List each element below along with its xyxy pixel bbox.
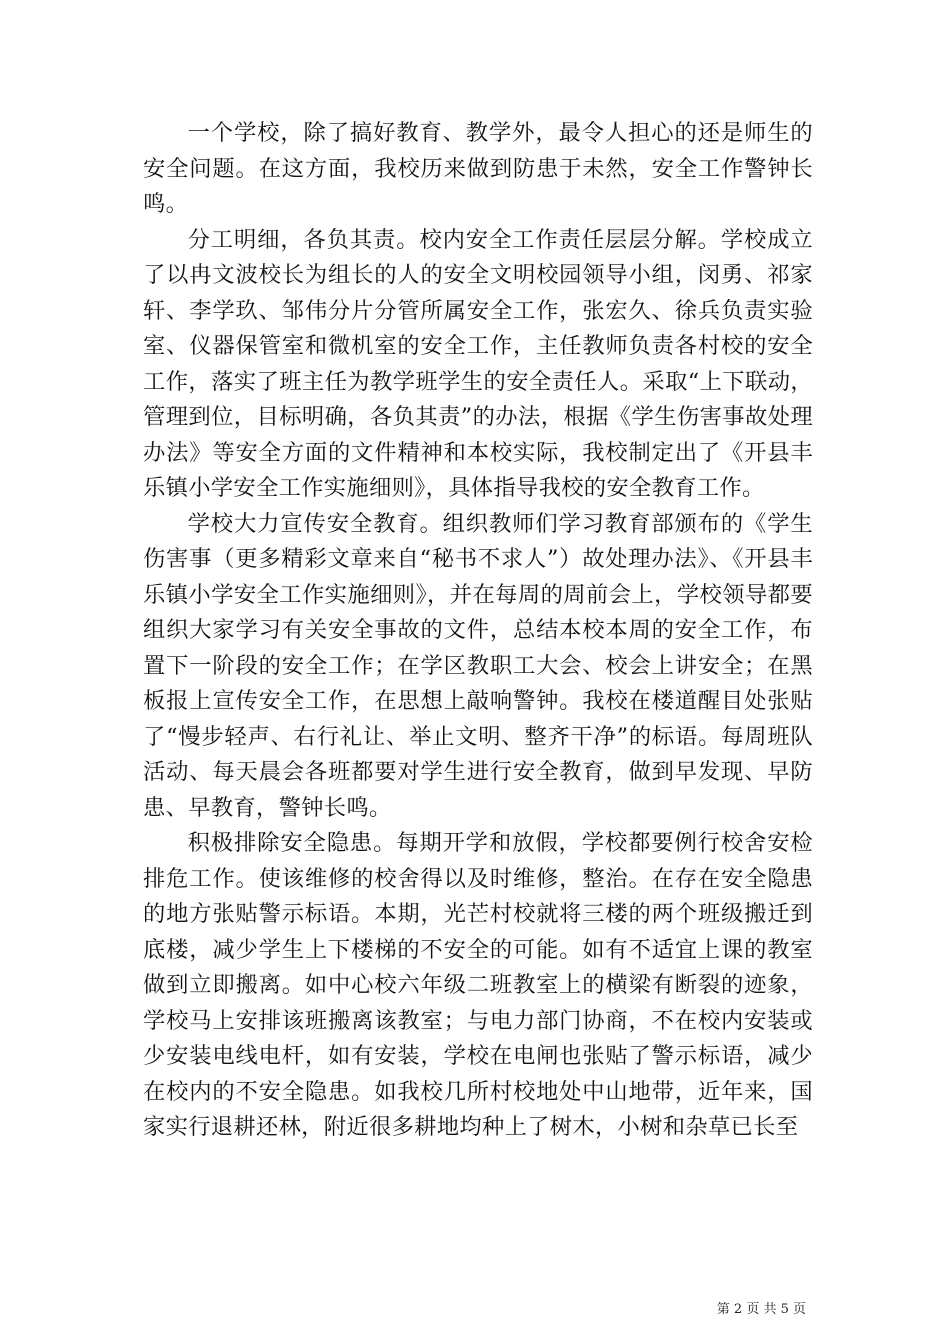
page-number: 第 2 页 共 5 页 <box>716 1302 806 1317</box>
paragraph-responsibility: 分工明细，各负其责。校内安全工作责任层层分解。学校成立了以冉文波校长为组长的人的安全文明校园领导小组，闵勇、祁家轩、李学玖、邹伟分片分管所属安全工作，张宏久、徐兵负责实验室、仪器保管室和微机室的安全工作，主任教师负责各村校的安全工作，落实了班主任为教学班学生的安全责任人。采取“上下联动，管理到位，目标明确，各负其责”的办法，根据《学生伤害事故处理办法》等安全方面的文件精神和本校实际，我校制定出了《开县丰乐镇小学安全工作实施细则》，具体指导我校的安全教育工作。 <box>143 226 813 501</box>
document-body <box>143 116 813 1146</box>
paragraph-hazards: 积极排除安全隐患。每期开学和放假，学校都要例行校舍安检排危工作。使该维修的校舍得以及时维修，整治。在存在安全隐患的地方张贴警示标语。本期，光芒村校就将三楼的两个班级搬迁到底楼，减少学生上下楼梯的不安全的可能。如有不适宜上课的教室做到立即搬离。如中心校六年级二班教室上的横梁有断裂的迹象，学校马上安排该班搬离该教室；与电力部门协商，不在校内安装或少安装电线电杆，如有安装，学校在电闸也张贴了警示标语，减少在校内的不安全隐患。如我校几所村校地处中山地带，近年来，国家实行退耕还林，附近很多耕地均种上了树木，小树和杂草已长至 <box>143 830 813 1140</box>
paragraph-education: 学校大力宣传安全教育。组织教师们学习教育部颁布的《学生伤害事（更多精彩文章来自“秘书不求人”）故处理办法》、《开县丰乐镇小学安全工作实施细则》，并在每周的周前会上，学校领导都要组织大家学习有关安全事故的文件，总结本校本周的安全工作，布置下一阶段的安全工作；在学区教职工大会、校会上讲安全；在黑板报上宣传安全工作，在思想上敲响警钟。我校在楼道醒目处张贴了“慢步轻声、右行礼让、举止文明、整齐干净”的标语。每周班队活动、每天晨会各班都要对学生进行安全教育，做到早发现、早防患、早教育，警钟长鸣。 <box>143 510 813 821</box>
paragraph-intro: 一个学校，除了搞好教育、教学外，最令人担心的还是师生的安全问题。在这方面，我校历来做到防患于未然，安全工作警钟长鸣。 <box>143 120 813 217</box>
